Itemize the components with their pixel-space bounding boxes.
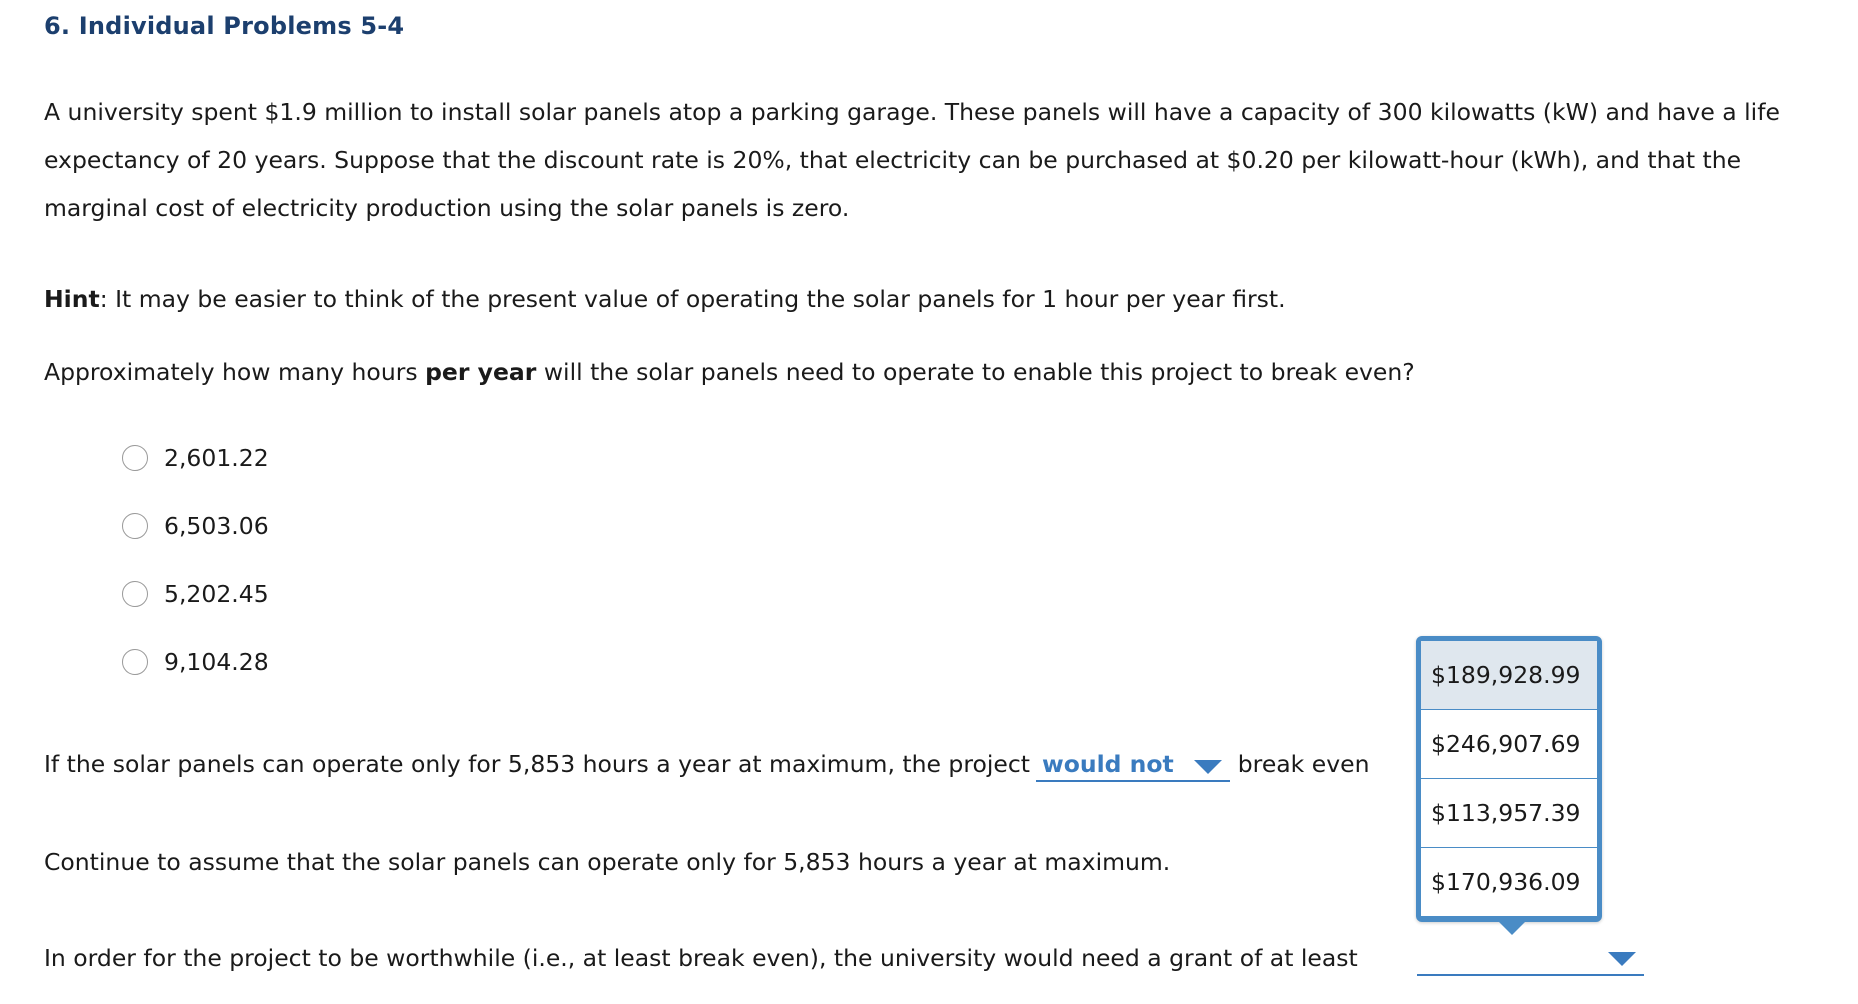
- hint-text: [44, 285, 1286, 313]
- radio-circle-icon[interactable]: [122, 649, 148, 675]
- grant-dropdown-menu: [1416, 636, 1602, 922]
- question-before: Approximately how many hours: [44, 358, 426, 386]
- dropdown-pointer-icon: [1497, 920, 1527, 935]
- break-even-select[interactable]: [1036, 750, 1230, 782]
- problem-line-3: marginal cost of electricity production using the solar panels is zero.: [44, 194, 850, 222]
- option-2[interactable]: [122, 506, 269, 546]
- break-even-before: If the solar panels can operate only for 5,853 hours a year at maximum, the project: [44, 750, 1030, 778]
- option-label: 6,503.06: [164, 512, 269, 540]
- dropdown-option-4[interactable]: $170,936.09: [1421, 848, 1597, 917]
- break-even-after: break even: [1237, 750, 1370, 778]
- hint-label: Hint: [44, 285, 100, 313]
- problem-line-1: A university spent $1.9 million to install solar panels atop a parking garage. These panels will have a capacity of 300 kilowatts (kW) and have a life: [44, 98, 1780, 126]
- problem-statement: [44, 88, 1844, 232]
- option-label: 2,601.22: [164, 444, 269, 472]
- dropdown-option-1[interactable]: $189,928.99: [1421, 641, 1597, 710]
- hint-body: : It may be easier to think of the present value of operating the solar panels for 1 hour per year first.: [99, 285, 1286, 313]
- problem-line-2: expectancy of 20 years. Suppose that the discount rate is 20%, that electricity can be purchased at $0.20 per kilowatt-hour (kWh), and that the: [44, 146, 1742, 174]
- option-3[interactable]: [122, 574, 269, 614]
- option-1[interactable]: [122, 438, 269, 478]
- chevron-down-icon[interactable]: [1608, 952, 1636, 966]
- option-label: 9,104.28: [164, 648, 269, 676]
- radio-circle-icon[interactable]: [122, 513, 148, 539]
- problem-title: 6. Individual Problems 5-4: [44, 12, 405, 40]
- dropdown-option-3[interactable]: $113,957.39: [1421, 779, 1597, 848]
- continue-text: Continue to assume that the solar panels can operate only for 5,853 hours a year at maximum.: [44, 848, 1171, 876]
- option-label: 5,202.45: [164, 580, 269, 608]
- grant-select[interactable]: [1417, 944, 1644, 976]
- question-bold: per year: [425, 358, 537, 386]
- grant-sentence: In order for the project to be worthwhile (i.e., at least break even), the university would need a grant of at least: [44, 944, 1358, 972]
- break-even-selected-value: would not: [1042, 750, 1174, 778]
- question-text: [44, 358, 1415, 386]
- radio-circle-icon[interactable]: [122, 445, 148, 471]
- question-after: will the solar panels need to operate to enable this project to break even?: [536, 358, 1415, 386]
- dropdown-option-2[interactable]: $246,907.69: [1421, 710, 1597, 779]
- option-4[interactable]: [122, 642, 269, 682]
- break-even-sentence: [44, 750, 1369, 782]
- radio-circle-icon[interactable]: [122, 581, 148, 607]
- chevron-down-icon[interactable]: [1194, 760, 1222, 774]
